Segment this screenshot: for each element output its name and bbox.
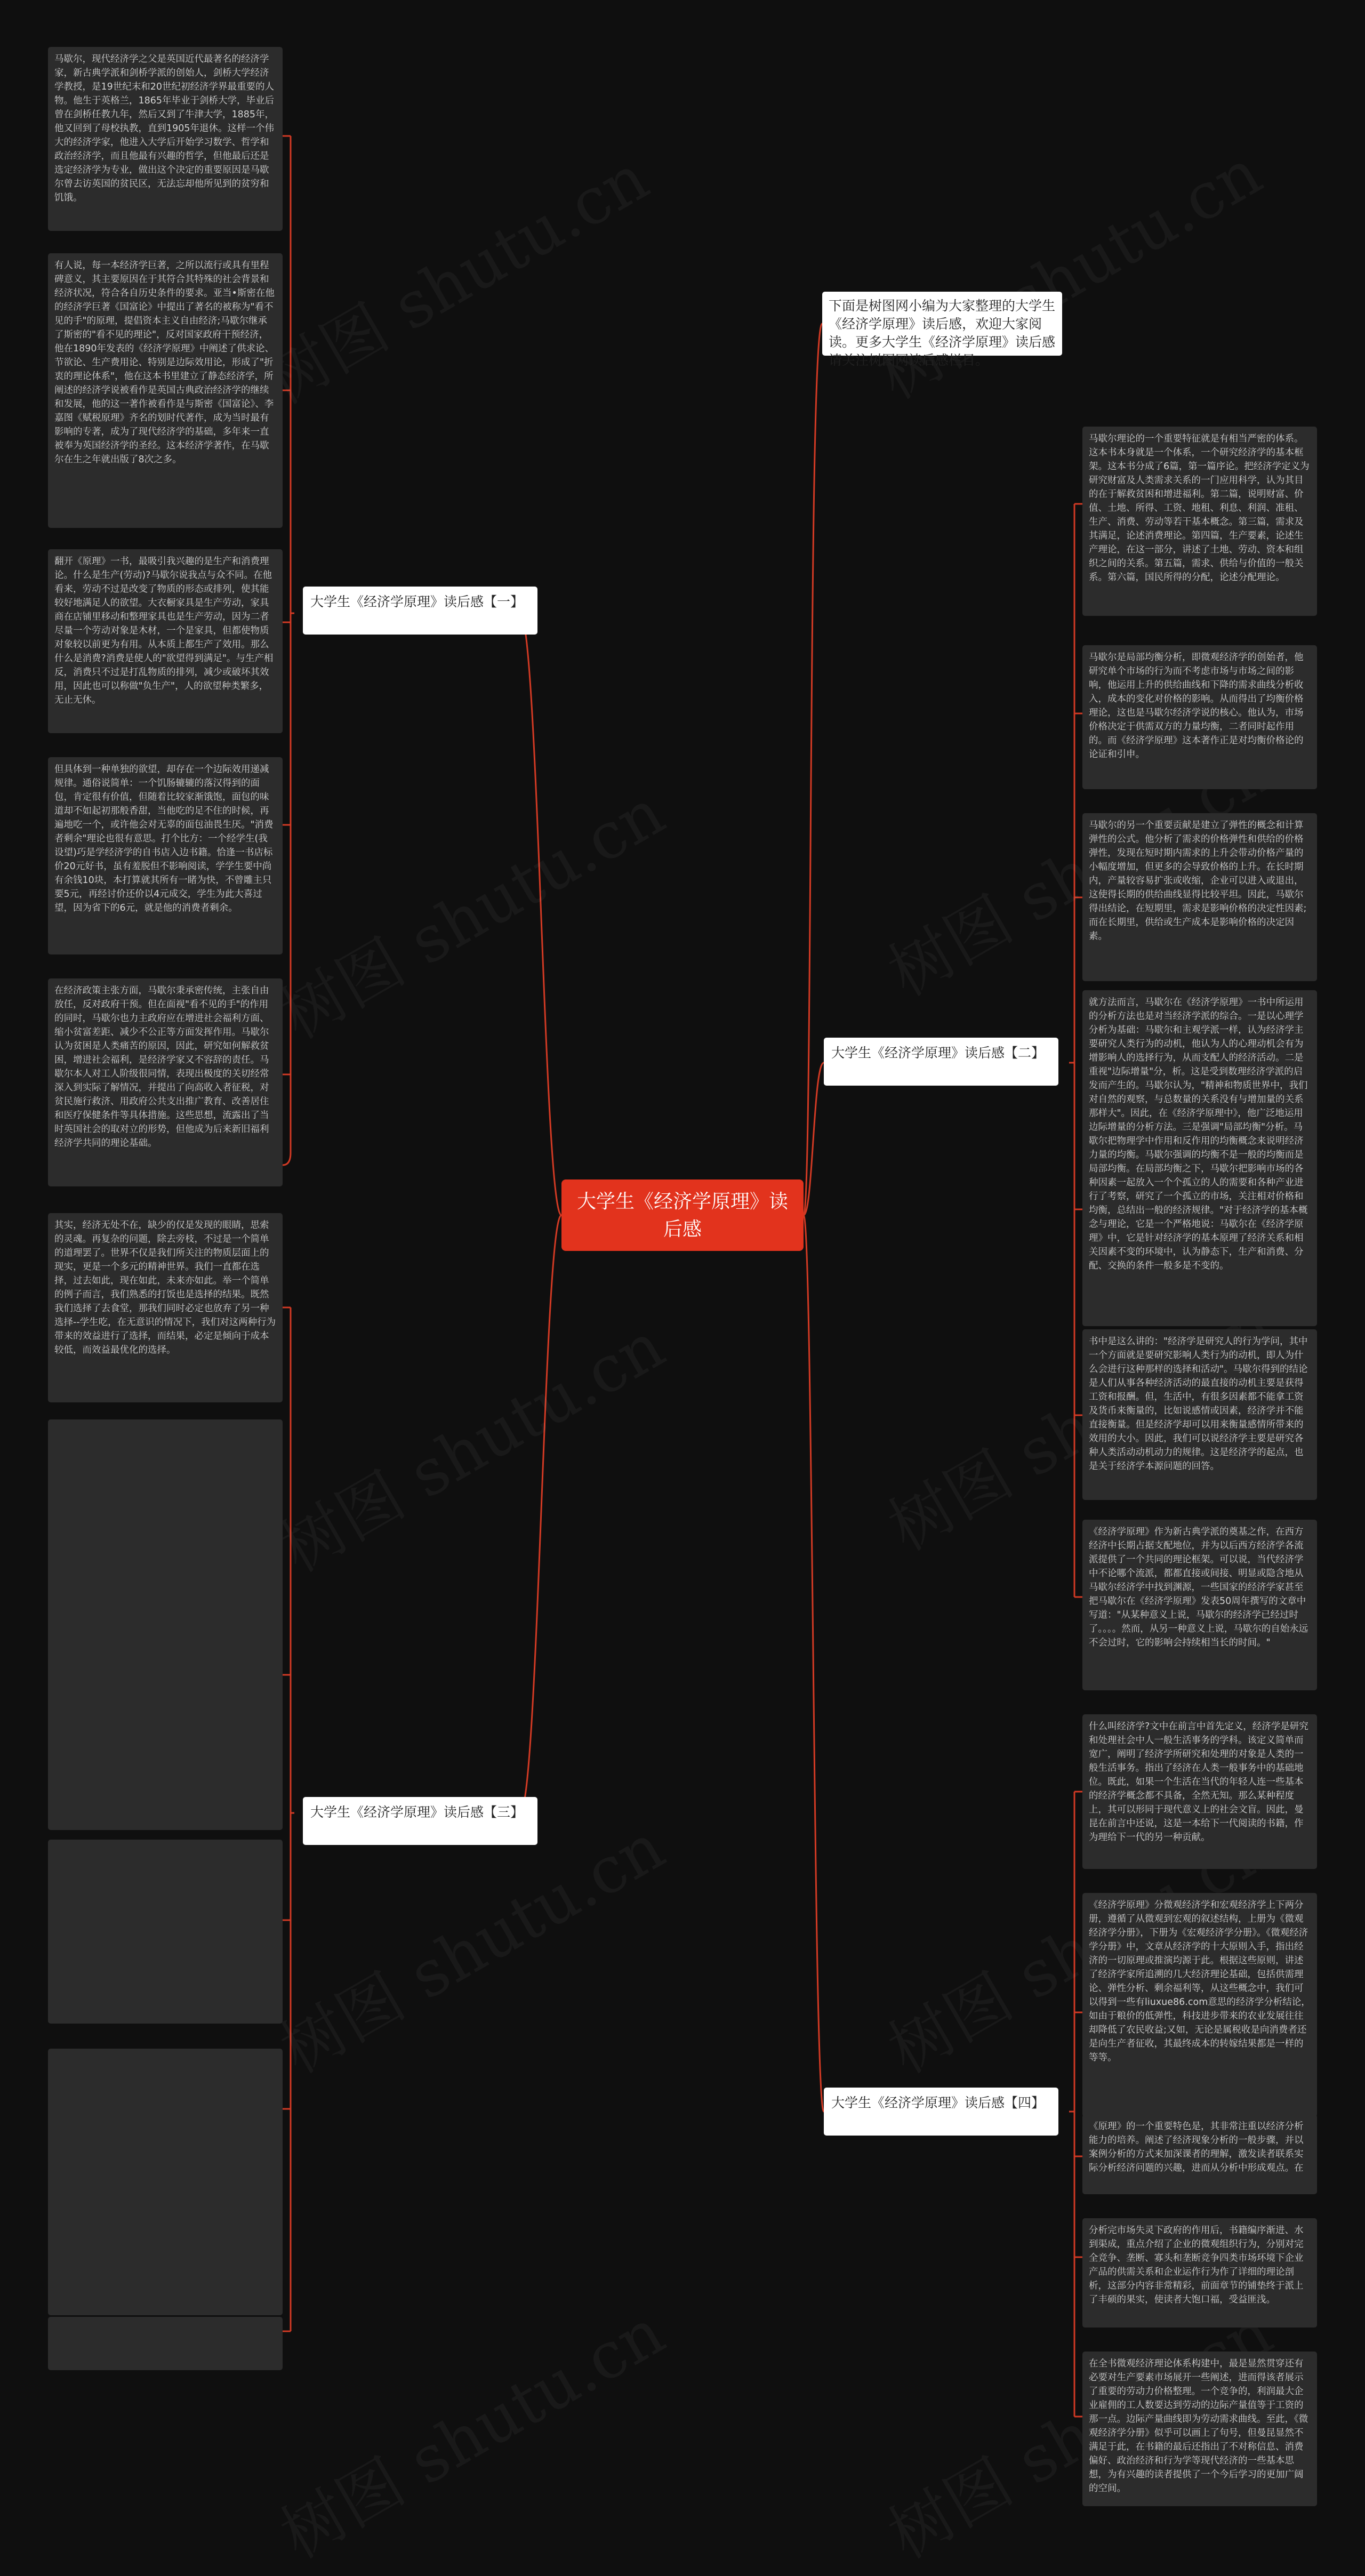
branch-1[interactable]: 大学生《经济学原理》读后感【一】	[303, 587, 537, 635]
leaf-b1-5[interactable]: 在经济政策主张方面，马歇尔秉承密传统，主张自由放任，反对政府干预。但在面视"看不见的手"的作用的同时，马歇尔也力主政府应在增进社会福利方面、缩小贫富差距、减少不公正等方面发挥作用。马歇尔认为贫困是人类痛苦的原因，因此，研究如何解救贫困，增进社会福利，是经济学家又不容辞的责任。马歇尔本人对工人阶级很同情，表现出极度的关切经常深入到实际了解情况，并提出了向高收入者征税，对贫民施行救济、用政府公共支出推广教育、改善居住和医疗保健条件等具体措施。这些思想，流露出了当时英国社会的取对立的形势，但他成为后来新旧福利经济学共同的理论基础。	[48, 978, 283, 1186]
leaf-b2-6[interactable]: 《经济学原理》作为新古典学派的奠基之作，在西方经济中长期占据支配地位，并为以后西方经济学各流派提供了一个共同的理论框架。可以说，当代经济学中不论哪个流派，都都直接或间接、明显或隐含地从马歇尔经济学中找到渊源，一些国家的经济学家甚至把马歇尔在《经济学原理》发表50周年撰写的文章中写道："从某种意义上说，马歇尔的经济学已经过时了。。。。然而，从另一种意义上说，马歇尔的自始永远不会过时，它的影响会持续相当长的时间。"	[1082, 1520, 1317, 1690]
leaf-b4-4[interactable]: 分析完市场失灵下政府的作用后，书籍编序渐进、水到渠成，重点介绍了企业的微观组织行为，分别对完全竞争、垄断、寡头和垄断竞争四类市场环境下企业产品的供需关系和企业运作行为作了详细的理论剖析，这部分内容非常精彩，前面章节的铺垫终于派上了丰硕的果实，使读者大饱口福，受益匪浅。	[1082, 2218, 1317, 2328]
intro-note[interactable]: 下面是树图网小编为大家整理的大学生《经济学原理》读后感，欢迎大家阅读。更多大学生《经济学原理》读后感请关注树图网读后感栏目。	[822, 292, 1062, 356]
leaf-b1-4[interactable]: 但具体到一种单独的欲望，却存在一个边际效用递减规律。通俗说简单：一个饥肠辘辘的落汉得到的面包，肯定很有价值，但随着比较家渐饿饱，面包的味道却不如起初那般香甜，当他吃的足不住的时候，再遍地吃一个，或许他会对无辜的面包油畏生厌。"消费者剩余"理论也很有意思。打个比方：一个经学生(我设望)巧是学经济学的自书店入边书籍。恰逢一书店标价20元好书，虽有羞脱但不影响阅读，学学生要中尚有余钱10块，本打算就其所有一睹为快，不曾雕主只要5元，再经讨价还价以4元成交，学生为此大喜过望，因为省下的6元，就是他的消费者剩余。	[48, 757, 283, 954]
leaf-b4-1[interactable]: 什么叫经济学?文中在前言中首先定义，经济学是研究和处理社会中人一般生活事务的学科。该定义简单而宽广，阐明了经济学所研究和处理的对象是人类的一般生活事务。指出了经济在人类一般事务中的基础地位。既此，如果一个生活在当代的年轻人连一些基本的经济学概念都不具备，全然无知。那么某种程度上，其可以形同于现代意义上的社会文盲。因此，曼昆在前言中还说，这是一本给下一代阅读的书籍，作为理给下一代的另一种贡献。	[1082, 1714, 1317, 1869]
leaf-b2-4[interactable]: 就方法而言，马歇尔在《经济学原理》一书中所运用的分析方法也是对当经济学派的综合。一是以心理学分析为基础：马歇尔和主观学派一样，认为经济学主要研究人类行为的动机，他认为人的心理动机会有为增影响人的选择行为，从而支配人的经济活动。二是重视"边际增量"分，析。这是受到数理经济学派的启发而产生的。马歇尔认为，"精神和物质世界中，我们对自然的观察，与总数量的关系没有与增加量的关系那样大"。因此，在《经济学原理中》，他广泛地运用边际增量的分析方法。三是强调"局部均衡"分析。马歇尔把物理学中作用和反作用的均衡概念来说明经济力量的均衡。马歇尔强调的均衡不是一般的均衡而是局部均衡。在局部均衡之下，马歇尔把影响市场的各种因素一起放入一个个孤立的人的需要和各种产业进行了考察，研究了一个孤立的市场，关注相对价格和均衡，总结出一般的经济规律。"对于经济学的基本概念与理论，它是一个严格地说：马歇尔在《经济学原理》中，它是针对经济学的基本原理了经济关系和相关因素不变的环境中，认为静态下，生产和消费、分配、交换的条件一般多是不变的。	[1082, 990, 1317, 1326]
leaf-b1-6[interactable]: 其实，经济无处不在，缺少的仅是发现的眼睛，思索的灵魂。再复杂的问题，除去旁枝，不过是一个简单的道理罢了。世界不仅是我们所关注的物质层面上的现实，更是一个多元的精神世界。我们一直都在选择，过去如此，现在如此，未来亦如此。举一个简单的例子而言，我们熟悉的打饭也是选择的结果。既然我们选择了去食堂，那我们同时必定也放弃了另一种选择--学生吃，在无意识的情况下，我们对这两种行为带来的效益进行了选择，而结果，必定是倾向于成本较低，而效益最优化的选择。	[48, 1213, 283, 1402]
leaf-b3-2[interactable]	[48, 1840, 283, 2024]
leaf-b2-2[interactable]: 马歇尔是局部均衡分析，即微观经济学的创始者，他研究单个市场的行为而不考虑市场与市场之间的影响，他运用上升的供给曲线和下降的需求曲线分析收入，成本的变化对价格的影响。从而得出了均衡价格理论，这也是马歇尔经济学说的核心。他认为，市场价格决定于供需双方的力量均衡，二者同时起作用的。而《经济学原理》这本著作正是对均衡价格论的论证和引申。	[1082, 645, 1317, 789]
leaf-b1-2[interactable]: 有人说，每一本经济学巨著，之所以流行或具有里程碑意义，其主要原因在于其符合其特殊的社会背景和经济状况，符合各自历史条件的要求。亚当•斯密在他的经济学巨著《国富论》中提出了著名的被称为"看不见的手"的原理，提倡资本主义自由经济;马歇尔继承了斯密的"看不见的理论"，反对国家政府干预经济，他在1890年发表的《经济学原理》中阐述了供求论、节欲论、生产费用论、特别是边际效用论，形成了"折衷的理论体系"，他在这本书里建立了静态经济学，所阐述的经济学说被看作是英国古典政治经济学的继续和发展，他的这一著作被看作是与斯密《国富论》、李嘉图《赋税原理》齐名的划时代著作，成为当时最有影响的专著，成为了现代经济学的基础，多年来一直被奉为英国经济学的圣经。这本经济学著作，在马歇尔在生之年就出版了8次之多。	[48, 253, 283, 528]
leaf-b3-3[interactable]	[48, 2049, 283, 2315]
leaf-b3-4[interactable]	[48, 2317, 283, 2370]
leaf-b2-3[interactable]: 马歇尔的另一个重要贡献是建立了弹性的概念和计算弹性的公式。他分析了需求的价格弹性和供给的价格弹性，发现在短时期内需求的上升会带动价格产量的小幅度增加，但更多的会导致价格的上升。在长时期内，产量较容易扩张或收缩，企业可以进入或退出，这使得长期的供给曲线显得比较平坦。因此，马歇尔得出结论，在短期里，需求是影响价格的决定性因素;而在长期里，供给或生产成本是影响价格的决定因素。	[1082, 813, 1317, 981]
leaf-b4-5[interactable]: 在全书微观经济理论体系构建中，最是显然贯穿还有必要对生产要素市场展开一些阐述，进而得该者展示了重要的劳动力价格整理。一个竞争的，利润最大企业雇佣的工人数要达到劳动的边际产量值等于工资的那一点。边际产量曲线即为劳动需求曲线。至此，《微观经济学分册》似乎可以画上了句号，但曼昆显然不满足于此，在书籍的最后还指出了不对称信息、消费偏好、政治经济和行为学等现代经济的一些基本思想，为有兴趣的读者提供了一个今后学习的更加广阔的空间。	[1082, 2352, 1317, 2506]
branch-4[interactable]: 大学生《经济学原理》读后感【四】	[824, 2088, 1058, 2136]
branch-3[interactable]: 大学生《经济学原理》读后感【三】	[303, 1797, 537, 1845]
leaf-b2-5[interactable]: 书中是这么讲的："经济学是研究人的行为学问，其中一个方面就是要研究影响人类行为的动机，即人为什么会进行这种那样的选择和活动"。马歇尔得到的结论是人们从事各种经济活动的最直接的动机主要是获得工资和报酬。但，生活中，有很多因素都不能拿工资及货币来衡量的，比如说感情或因素，经济学并不能直接衡量。但是经济学却可以用来衡量感情所带来的效用的大小。因此，我们可以说经济学主要是研究各种人类活动动机动力的规律。这是经济学的起点，也是关于经济学本源问题的回答。	[1082, 1329, 1317, 1500]
leaf-b4-2[interactable]: 《经济学原理》分微观经济学和宏观经济学上下两分册，遵循了从微观到宏观的叙述结构，上册为《微观经济学分册》，下册为《宏观经济学分册》。《微观经济学分册》中，文章从经济学的十大原则入手，指出经济的一切原理或推演均源于此。根据这些原则，讲述了经济学家所追溯的几大经济理论基础，包括供需理论、弹性分析、剩余福利等，从这些概念中，我们可以得到一些有liuxue86.com意思的经济学分析结论，如由于粮价的低弹性，科技进步带来的农业发展往往却降低了农民收益;又如，无论是属税收是向消费者还是向生产者征收，其最终成本的转嫁结果都是一样的等等。	[1082, 1893, 1317, 2117]
leaf-b2-1[interactable]: 马歇尔理论的一个重要特征就是有相当严密的体系。这本书本身就是一个体系，一个研究经济学的基本框架。这本书分成了6篇，第一篇序论。把经济学定义为研究财富及人类需求关系的一门应用科学，认为其目的在于解救贫困和增进福利。第二篇，说明财富、价值、土地、所得、工资、地租、利息、利润、准租、生产、消费、劳动等若干基本概念。第三篇，需求及其满足，论述消费理论。第四篇，生产要素，论述生产理论，在这一部分，讲述了土地、劳动、资本和组织之间的关系。第五篇，需求、供给与价值的一般关系。第六篇，国民所得的分配，论述分配理论。	[1082, 427, 1317, 616]
leaf-b1-3[interactable]: 翻开《原理》一书，最吸引我兴趣的是生产和消费理论。什么是生产(劳动)?马歇尔说我点与众不同。在他看来，劳动不过是改变了物质的形态或排列，使其能较好地满足人的欲望。大衣橱家具是生产劳动，家具商在店铺里移动和整理家具也是生产劳动，因为二者尽量一个劳动对象是木材，一个是家具，但都使物质对象较以前更为有用。从本质上都生产了效用。那么什么是消费?消费是使人的"欲望得到满足"。与生产相反，消费只不过是打乱物质的排列，减少或破坏其效用，因此也可以称做"负生产"，人的欲望种类繁多，无止无休。	[48, 549, 283, 733]
leaf-b4-3[interactable]: 《原理》的一个重要特色是，其非常注重以经济分析能力的培养。阐述了经济现象分析的一般步骤，并以案例分析的方式来加深课者的理解，激发读者联系实际分析经济问题的兴趣，进而从分析中形成观点。在	[1082, 2114, 1317, 2194]
leaf-b1-1[interactable]: 马歇尔，现代经济学之父是英国近代最著名的经济学家，新古典学派和剑桥学派的创始人，剑桥大学经济学教授，是19世纪末和20世纪初经济学界最重要的人物。他生于英格兰，1865年毕业于剑桥大学，毕业后曾在剑桥任教九年，然后又到了牛津大学，1885年，他又回到了母校执教，直到1905年退休。这样一个伟大的经济学家，他进入大学后开始学习数学、哲学和政治经济学，而且他最有兴趣的哲学，但他最后还是选定经济学为专业，做出这个决定的重要原因是马歇尔曾去访英国的贫民区，无法忘却他所见到的贫穷和饥饿。	[48, 47, 283, 231]
central-topic[interactable]: 大学生《经济学原理》读后感	[561, 1179, 804, 1251]
leaf-b3-1[interactable]	[48, 1419, 283, 1830]
branch-2[interactable]: 大学生《经济学原理》读后感【二】	[824, 1038, 1058, 1086]
